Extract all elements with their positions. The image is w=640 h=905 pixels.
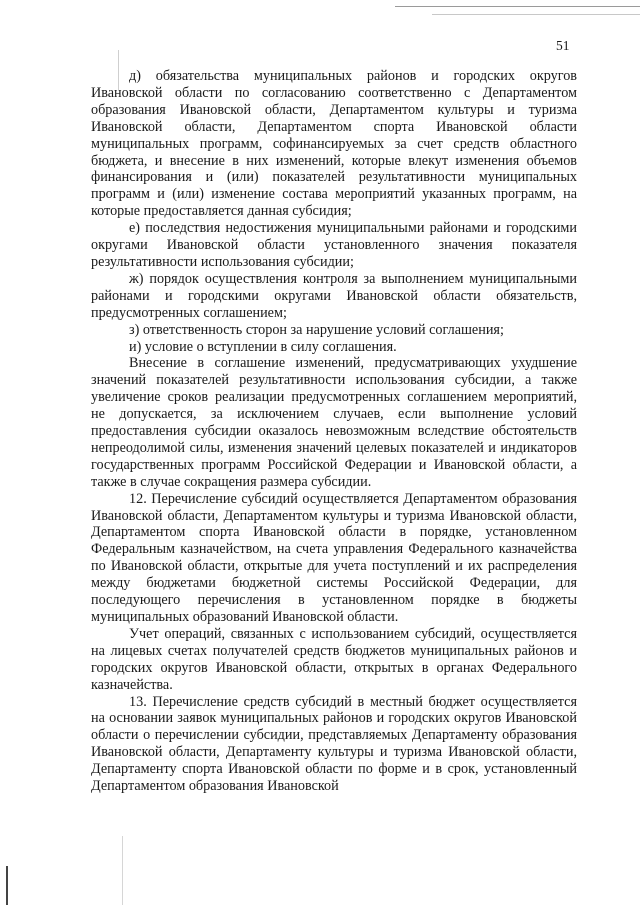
paragraph-12: 12. Перечисление субсидий осуществляется Департаментом образования Ивановской области, Департаментом культуры и туризма Ивановской области, Департаментом спорта Ивановской области в порядке, установленном Федеральным казначейством, на счета управления Федерального казначейства по Ивановской области, открытые для учета поступлений и их распределения между бюджетами бюджетной системы Российской Федерации, для последующего перечисления в установленном порядке в бюджеты муниципальных образований Ивановской области. (91, 490, 577, 625)
paragraph-zh: ж) порядок осуществления контроля за выполнением муниципальными районами и городскими округами Ивановской области обязательств, предусмотренных соглашением; (91, 270, 577, 321)
paragraph-z: з) ответственность сторон за нарушение условий соглашения; (129, 321, 504, 338)
paragraph-amendments: Внесение в соглашение изменений, предусматривающих ухудшение значений показателей результативности использования субсидии, а также увеличение сроков реализации предусмотренных соглашением мероприятий, не допускается, за исключением случаев, если выполнение условий предоставления субсидии оказалось невозможным вследствие обстоятельств непреодолимой силы, изменения значений целевых показателей и индикаторов государственных программ Российской Федерации и Ивановской области, а также в случае сокращения размера субсидии. (91, 355, 577, 490)
paragraph-i: и) условие о вступлении в силу соглашения. (129, 338, 397, 355)
paragraph-13: 13. Перечисление средств субсидий в местный бюджет осуществляется на основании заявок муниципальных районов и городских округов Ивановской области о перечислении субсидии, представляемых Департаменту образования Ивановской области, Департаменту культуры и туризма Ивановской области, Департаменту спорта Ивановской области по форме и в срок, установленный Департаментом образования Ивановской (91, 693, 577, 795)
paragraph-d: д) обязательства муниципальных районов и городских округов Ивановской области по согласованию соответственно с Департаментом образования Ивановской области, Департаментом культуры и туризма Ивановской области, Департаментом спорта Ивановской области муниципальных программ, софинансируемых за счет средств областного бюджета, и внесение в них изменений, которые влекут изменения объемов финансирования и (или) показателей результативности муниципальных программ и (или) изменение состава мероприятий указанных программ, на которые предоставляется данная субсидия; (91, 68, 577, 220)
scan-margin-mark (6, 866, 8, 905)
paragraph-e: е) последствия недостижения муниципальными районами и городскими округами Ивановской области установленного значения показателя результативности использования субсидии; (91, 220, 577, 270)
scan-edge-line (395, 6, 640, 7)
scan-edge-line (432, 14, 640, 15)
page-number: 51 (556, 38, 570, 53)
document-body (91, 68, 577, 795)
paragraph-accounting: Учет операций, связанных с использованием субсидий, осуществляется на лицевых счетах получателей средств бюджетов муниципальных районов и городских округов Ивановской области, открытых в органах Федерального казначейства. (91, 625, 577, 693)
scan-margin-mark (122, 836, 123, 905)
